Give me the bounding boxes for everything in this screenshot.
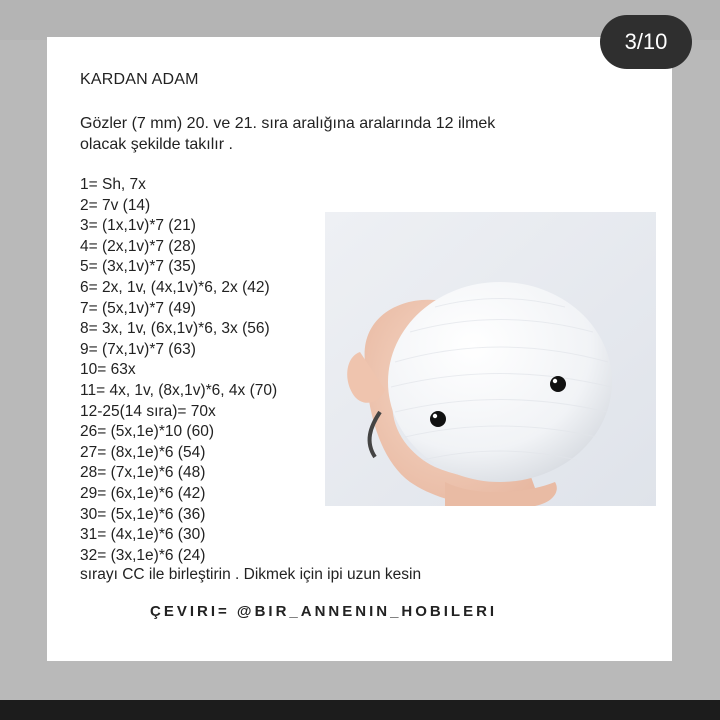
intro-line: Gözler (7 mm) 20. ve 21. sıra aralığına aralarında 12 ilmek (80, 115, 496, 132)
pattern-row: 5= (3x,1v)*7 (35) (80, 258, 196, 276)
pattern-row: 7= (5x,1v)*7 (49) (80, 299, 196, 317)
pattern-row: 12-25(14 sıra)= 70x (80, 402, 216, 420)
crochet-snowman-head-photo (325, 212, 656, 506)
pattern-title: KARDAN ADAM (80, 71, 199, 88)
left-eye-highlight (553, 379, 557, 383)
pattern-row: 1= Sh, 7x (80, 176, 146, 193)
pattern-row: 9= (7x,1v)*7 (63) (80, 340, 196, 358)
pattern-row: 27= (8x,1e)*6 (54) (80, 443, 206, 461)
pattern-row: 11= 4x, 1v, (8x,1v)*6, 4x (70) (80, 381, 278, 399)
pattern-row: 2= 7v (14) (80, 196, 151, 214)
pattern-row: 30= (5x,1e)*6 (36) (80, 505, 206, 523)
pattern-row: 26= (5x,1e)*10 (60) (80, 423, 214, 441)
right-eye-highlight (433, 414, 437, 418)
translation-credit: ÇEVIRI= @BIR_ANNENIN_HOBILERI (150, 603, 498, 620)
closing-note: sırayı CC ile birleştirin . Dikmek için ipi uzun kesin (80, 566, 422, 583)
intro-line: olacak şekilde takılır . (80, 136, 233, 153)
pattern-row: 28= (7x,1e)*6 (48) (80, 464, 206, 482)
pattern-intro (80, 113, 560, 155)
background-bottom-bar (0, 700, 720, 720)
left-eye (550, 376, 566, 392)
pattern-row: 3= (1x,1v)*7 (21) (80, 217, 196, 235)
crochet-ball (388, 282, 612, 482)
page-counter-badge: 3/10 (600, 15, 692, 69)
pattern-row: 29= (6x,1e)*6 (42) (80, 484, 206, 502)
pattern-row: 31= (4x,1e)*6 (30) (80, 526, 206, 544)
pattern-row: 32= (3x,1e)*6 (24) (80, 546, 206, 564)
snowman-head-illustration (325, 212, 656, 506)
right-eye (430, 411, 446, 427)
pattern-rows (80, 175, 277, 566)
pattern-row: 8= 3x, 1v, (6x,1v)*6, 3x (56) (80, 320, 270, 338)
pattern-row: 6= 2x, 1v, (4x,1v)*6, 2x (42) (80, 278, 270, 296)
pattern-row: 4= (2x,1v)*7 (28) (80, 237, 196, 255)
pattern-row: 10= 63x (80, 361, 136, 379)
